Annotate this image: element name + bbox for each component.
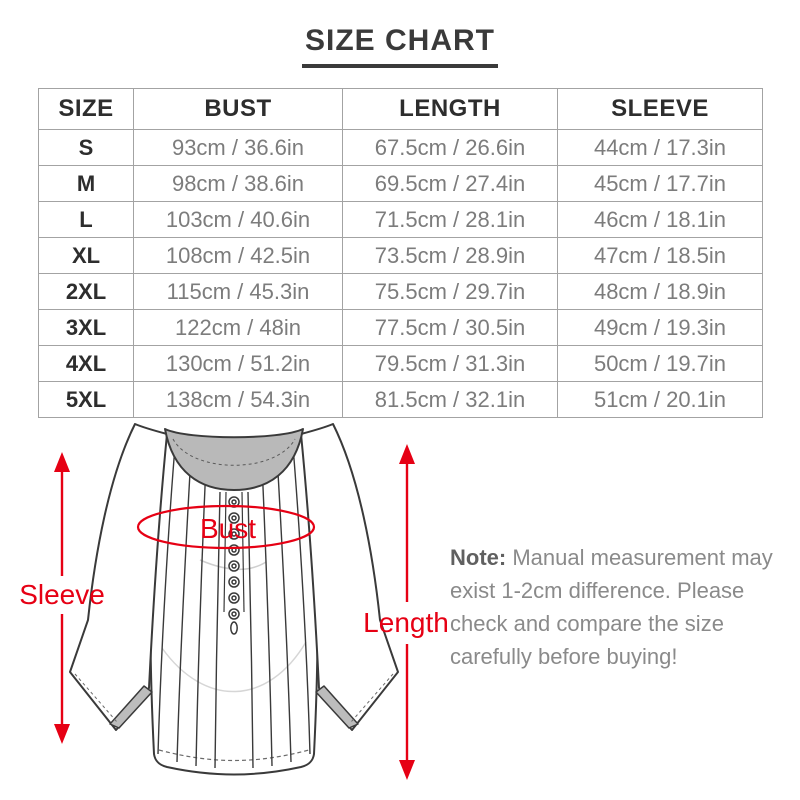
length-arrowhead-down <box>399 760 415 780</box>
size-cell: XL <box>39 238 134 274</box>
length-cell: 71.5cm / 28.1in <box>343 202 558 238</box>
table-row <box>39 130 763 166</box>
bust-cell: 138cm / 54.3in <box>134 382 343 418</box>
size-cell: L <box>39 202 134 238</box>
table-row <box>39 202 763 238</box>
sleeve-arrowhead-down <box>54 724 70 744</box>
size-cell: 2XL <box>39 274 134 310</box>
header-sleeve: SLEEVE <box>558 89 763 130</box>
size-table <box>38 88 763 418</box>
size-cell: 5XL <box>39 382 134 418</box>
table-row <box>39 346 763 382</box>
sleeve-cell: 48cm / 18.9in <box>558 274 763 310</box>
table-row <box>39 274 763 310</box>
size-cell: 4XL <box>39 346 134 382</box>
bust-cell: 122cm / 48in <box>134 310 343 346</box>
length-cell: 77.5cm / 30.5in <box>343 310 558 346</box>
sleeve-cell: 51cm / 20.1in <box>558 382 763 418</box>
page-title: SIZE CHART <box>302 24 498 68</box>
table-header-row <box>39 89 763 130</box>
bust-label: Bust <box>199 513 257 544</box>
length-cell: 81.5cm / 32.1in <box>343 382 558 418</box>
header-length: LENGTH <box>343 89 558 130</box>
sleeve-label: Sleeve <box>19 579 105 610</box>
sleeve-cell: 46cm / 18.1in <box>558 202 763 238</box>
bust-cell: 103cm / 40.6in <box>134 202 343 238</box>
table-row <box>39 238 763 274</box>
placket-drop <box>231 622 237 634</box>
length-cell: 67.5cm / 26.6in <box>343 130 558 166</box>
sleeve-arrowhead-up <box>54 452 70 472</box>
bust-cell: 115cm / 45.3in <box>134 274 343 310</box>
note <box>450 541 785 673</box>
length-arrowhead-up <box>399 444 415 464</box>
size-cell: M <box>39 166 134 202</box>
bust-cell: 98cm / 38.6in <box>134 166 343 202</box>
blouse-illustration <box>70 424 398 775</box>
sleeve-cell: 45cm / 17.7in <box>558 166 763 202</box>
length-cell: 75.5cm / 29.7in <box>343 274 558 310</box>
table-row <box>39 310 763 346</box>
title-wrap <box>0 24 800 68</box>
header-size: SIZE <box>39 89 134 130</box>
size-cell: 3XL <box>39 310 134 346</box>
length-cell: 69.5cm / 27.4in <box>343 166 558 202</box>
table-row <box>39 166 763 202</box>
bust-cell: 93cm / 36.6in <box>134 130 343 166</box>
length-label: Length <box>363 607 449 638</box>
sleeve-cell: 50cm / 19.7in <box>558 346 763 382</box>
length-cell: 73.5cm / 28.9in <box>343 238 558 274</box>
header-bust: BUST <box>134 89 343 130</box>
length-cell: 79.5cm / 31.3in <box>343 346 558 382</box>
bust-cell: 108cm / 42.5in <box>134 238 343 274</box>
sleeve-cell: 47cm / 18.5in <box>558 238 763 274</box>
note-label: Note: <box>450 545 507 570</box>
size-cell: S <box>39 130 134 166</box>
sleeve-cell: 49cm / 19.3in <box>558 310 763 346</box>
note-text: Manual measurement may exist 1-2cm difference. Please check and compare the size carefully before buying! <box>450 545 773 669</box>
bust-cell: 130cm / 51.2in <box>134 346 343 382</box>
sleeve-cell: 44cm / 17.3in <box>558 130 763 166</box>
